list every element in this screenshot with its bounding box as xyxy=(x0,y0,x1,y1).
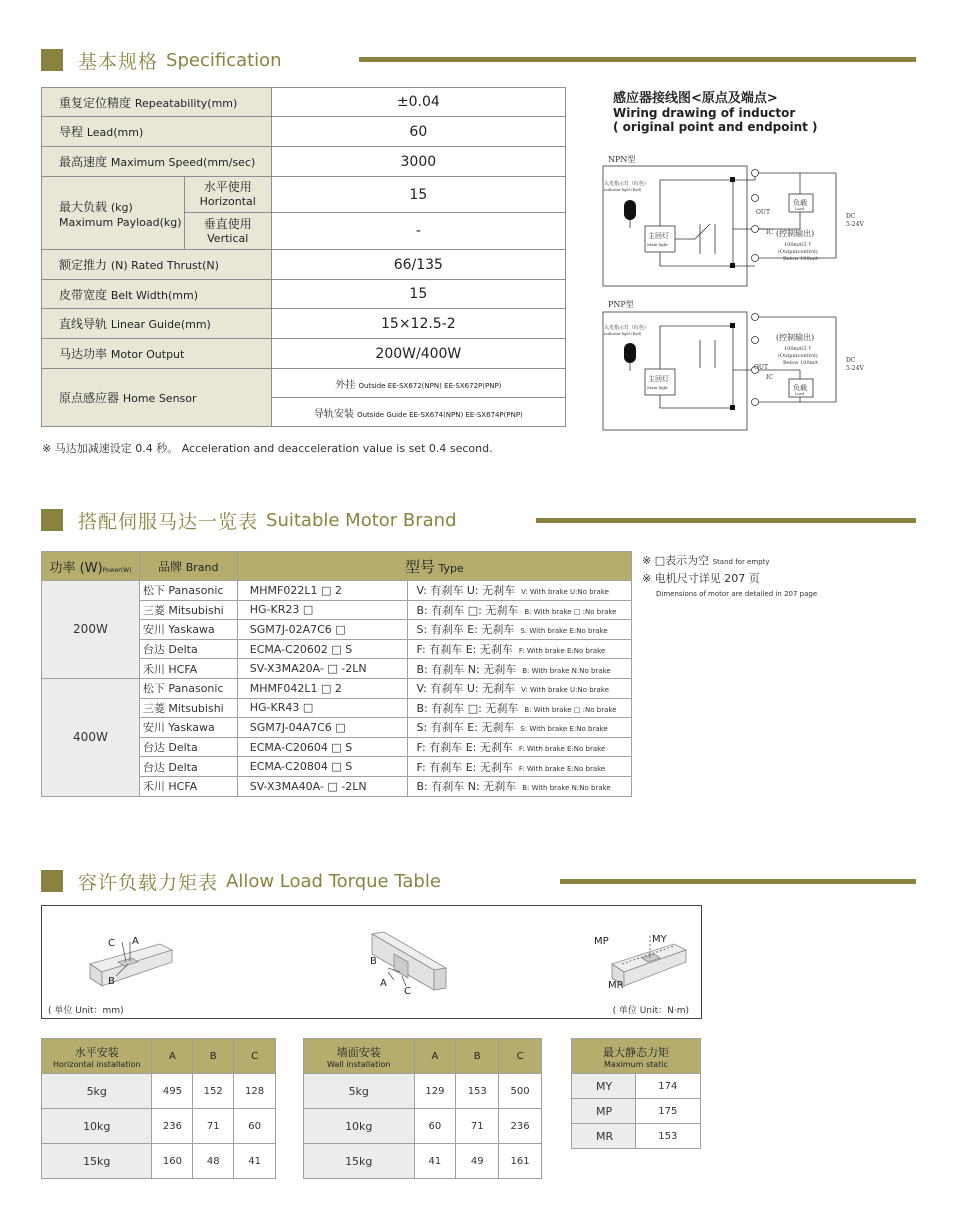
spec-value: ±0.04 xyxy=(271,88,565,117)
spec-label-zh: 最高速度 xyxy=(59,155,108,169)
home-outside-en: Outside EE-SX672(NPN) EE-SX672P(PNP) xyxy=(358,381,502,390)
spec-table xyxy=(41,87,566,427)
npn-main-zh: 主回灯 xyxy=(648,232,669,240)
table-row: 10kg 236 71 60 xyxy=(42,1109,276,1144)
table-row: 5kg 129 153 500 xyxy=(304,1074,542,1109)
pnp-main-en: Main light xyxy=(647,385,668,390)
static-head-en: Maximum static xyxy=(604,1059,668,1069)
type-zh: B: 有刹车 □: 无刹车 xyxy=(416,603,519,617)
type-cell xyxy=(407,659,631,679)
motor-table xyxy=(41,551,632,797)
pnp-1-terminal-icon xyxy=(752,337,759,344)
horizontal-head-en: Horizontal installation xyxy=(52,1059,141,1069)
npn-ic-label: IC xyxy=(766,229,773,236)
brand-header-zh: 品牌 xyxy=(158,559,183,574)
wall-torque-table xyxy=(303,1038,542,1179)
model-cell: SV-X3MA20A- □ -2LN xyxy=(237,659,407,679)
col-b: B xyxy=(456,1039,499,1074)
pnp-ctrl-zh: (控制输出) xyxy=(776,333,815,342)
brand-cell: 禾川 HCFA xyxy=(139,776,237,796)
motor-table-body xyxy=(42,581,632,797)
spec-row xyxy=(42,339,566,369)
npn-indicator-en: Indicator light (Red) xyxy=(604,188,642,192)
label-b: B xyxy=(108,976,115,987)
label-b-wall: B xyxy=(370,956,377,967)
spec-value: 200W/400W xyxy=(271,339,565,369)
pnp-ic-label: IC xyxy=(766,374,773,381)
torque-diagrams xyxy=(42,906,701,1018)
model-cell: ECMA-C20602 □ S xyxy=(237,639,407,659)
spec-row-payload xyxy=(42,177,566,213)
type-zh: F: 有刹车 E: 无刹车 xyxy=(416,643,513,657)
type-zh: V: 有刹车 U: 无刹车 xyxy=(416,682,516,696)
spec-label-en: Repeatability(mm) xyxy=(134,96,238,110)
type-cell xyxy=(407,698,631,718)
type-en: V: With brake U:No brake xyxy=(521,686,609,695)
npn-ctrl-1: 100mA以下 xyxy=(784,242,812,248)
npn-1-terminal-icon xyxy=(752,195,759,202)
brand-cell: 三菱 Mitsubishi xyxy=(139,698,237,718)
wiring-title-zh: 感应器接线图<原点及端点> xyxy=(613,91,778,106)
pnp-ctrl-1: 100mA以下 xyxy=(784,346,812,352)
spec-label-en: (N) Rated Thrust(N) xyxy=(110,259,219,272)
type-en: F: With brake E:No brake xyxy=(518,647,606,656)
torque-section-header xyxy=(41,868,441,894)
motor-row xyxy=(42,581,632,601)
type-cell xyxy=(407,581,631,601)
home-label-zh: 原点感应器 xyxy=(59,391,120,405)
npn-out-terminal-icon xyxy=(752,226,759,233)
pnp-indicator-zh: 入光指示灯（红色） xyxy=(604,325,650,331)
wiring-title xyxy=(613,87,818,134)
section-divider xyxy=(560,879,916,884)
col-a: A xyxy=(152,1039,193,1074)
npn-ctrl-2: (Outputcontrol) xyxy=(778,249,818,255)
wiring-diagram xyxy=(600,150,864,435)
pnp-indicator-led-icon xyxy=(624,343,636,363)
note-empty-en: Stand for empty xyxy=(712,558,770,566)
horizontal-head-zh: 水平安装 xyxy=(74,1045,119,1059)
note-dimension-zh: ※ 电机尺寸详见 207 页 xyxy=(642,572,760,585)
model-cell: HG-KR43 □ xyxy=(237,698,407,718)
type-header-en: Type xyxy=(438,561,464,575)
motor-notes xyxy=(642,552,817,598)
power-cell: 200W xyxy=(42,581,140,679)
pnp-main-zh: 主回灯 xyxy=(648,375,669,383)
spec-row xyxy=(42,280,566,309)
table-row: MY 174 xyxy=(572,1074,701,1099)
wall-header-row xyxy=(304,1039,542,1074)
type-cell xyxy=(407,678,631,698)
spec-label-zh: 直线导轨 xyxy=(59,317,108,331)
section-divider xyxy=(359,57,916,62)
model-cell: HG-KR23 □ xyxy=(237,600,407,620)
spec-row xyxy=(42,147,566,177)
section-title-en: Specification xyxy=(166,49,282,71)
type-cell xyxy=(407,600,631,620)
npn-out-label: OUT xyxy=(756,209,770,216)
type-en: F: With brake E:No brake xyxy=(518,764,606,773)
brand-cell: 禾川 HCFA xyxy=(139,659,237,679)
spec-row xyxy=(42,88,566,117)
pnp-dc-v: 5-24V xyxy=(846,365,864,372)
npn-indicator-zh: 入光指示灯（红色） xyxy=(604,181,650,187)
table-row: MP 175 xyxy=(572,1099,701,1124)
type-zh: B: 有刹车 N: 无刹车 xyxy=(416,780,517,794)
spec-value: 15×12.5-2 xyxy=(271,309,565,339)
model-cell: SV-X3MA40A- □ -2LN xyxy=(237,776,407,796)
static-moment-table xyxy=(571,1038,701,1149)
npn-main-en: Main light xyxy=(647,242,668,247)
type-en: B: With brake N:No brake xyxy=(522,666,611,675)
label-a: A xyxy=(132,936,139,947)
npn-plus-terminal-icon xyxy=(752,170,759,177)
label-c: C xyxy=(108,938,115,949)
spec-label-zh: 马达功率 xyxy=(59,347,108,361)
pnp-indicator-en: Indicator light (Red) xyxy=(604,332,642,336)
type-zh: S: 有刹车 E: 无刹车 xyxy=(416,721,515,735)
type-cell xyxy=(407,757,631,777)
model-cell: ECMA-C20604 □ S xyxy=(237,737,407,757)
acceleration-note: ※ 马达加减速设定 0.4 秒。 Acceleration and deacceleration value is set 0.4 second. xyxy=(42,442,493,455)
spec-label-zh: 重复定位精度 xyxy=(59,95,132,110)
npn-load-zh: 负载 xyxy=(793,199,807,207)
pnp-minus-terminal-icon xyxy=(752,399,759,406)
home-guide-zh: 导轨安装 xyxy=(313,408,354,420)
spec-row xyxy=(42,117,566,147)
unit-mm: ( 单位 Unit：mm) xyxy=(48,1006,124,1016)
type-cell xyxy=(407,737,631,757)
horizontal-value: 15 xyxy=(271,177,565,213)
model-cell: SGM7J-04A7C6 □ xyxy=(237,718,407,738)
type-en: B: With brake □ :No brake xyxy=(524,607,617,616)
type-en: B: With brake □ :No brake xyxy=(524,705,617,714)
power-header-en: Power(W) xyxy=(102,566,132,574)
npn-ctrl-3: Below 100mA xyxy=(783,256,819,262)
section-title-zh: 基本规格 xyxy=(78,50,159,73)
horizontal-zh: 水平使用 xyxy=(203,180,252,194)
label-c-wall: C xyxy=(404,986,411,997)
spec-label-en: Motor Output xyxy=(110,348,185,361)
npn-dc: DC xyxy=(846,213,856,220)
power-cell: 400W xyxy=(42,678,140,796)
brand-cell: 安川 Yaskawa xyxy=(139,620,237,640)
pnp-ctrl-3: Below 100mA xyxy=(783,360,819,366)
home-outside-zh: 外挂 xyxy=(335,379,356,391)
spec-row xyxy=(42,250,566,280)
section-square-icon xyxy=(41,509,63,531)
section-title-en: Suitable Motor Brand xyxy=(266,509,457,531)
table-row: MR 153 xyxy=(572,1124,701,1149)
pnp-load-zh: 负载 xyxy=(793,384,807,392)
brand-cell: 松下 Panasonic xyxy=(139,678,237,698)
section-square-icon xyxy=(41,49,63,71)
type-en: V: With brake U:No brake xyxy=(521,588,609,597)
vertical-en: Vertical xyxy=(207,231,249,245)
vertical-value: - xyxy=(271,213,565,250)
spec-value: 3000 xyxy=(271,147,565,177)
vertical-zh: 垂直使用 xyxy=(203,216,252,231)
type-header-zh: 型号 xyxy=(404,557,435,576)
type-cell xyxy=(407,639,631,659)
label-mp: MP xyxy=(594,936,609,947)
type-zh: V: 有刹车 U: 无刹车 xyxy=(416,584,516,598)
spec-label-zh: 皮带宽度 xyxy=(59,287,108,302)
col-c: C xyxy=(234,1039,276,1074)
col-c: C xyxy=(499,1039,542,1074)
spec-value: 60 xyxy=(271,117,565,147)
type-en: S: With brake E:No brake xyxy=(520,627,608,636)
spec-value: 66/135 xyxy=(271,250,565,280)
spec-row xyxy=(42,309,566,339)
type-cell xyxy=(407,718,631,738)
section-title-zh: 搭配伺服马达一览表 xyxy=(78,510,259,533)
table-row: 10kg 60 71 236 xyxy=(304,1109,542,1144)
wiring-title-en1: Wiring drawing of inductor xyxy=(613,106,796,120)
section-square-icon xyxy=(41,870,63,892)
horizontal-header-row xyxy=(42,1039,276,1074)
label-my: MY xyxy=(652,934,667,945)
wall-head-en: Wall installation xyxy=(327,1059,391,1069)
type-zh: F: 有刹车 E: 无刹车 xyxy=(416,741,513,755)
pnp-plus-terminal-icon xyxy=(752,314,759,321)
payload-unit: (kg) xyxy=(110,200,133,214)
table-row: 15kg 41 49 161 xyxy=(304,1144,542,1179)
type-zh: B: 有刹车 □: 无刹车 xyxy=(416,701,519,715)
col-b: B xyxy=(193,1039,234,1074)
moment-actuator-drawing xyxy=(612,936,686,986)
section-title-en: Allow Load Torque Table xyxy=(226,870,441,892)
type-cell xyxy=(407,776,631,796)
pnp-label: PNP型 xyxy=(608,300,634,309)
pnp-load-en: Load xyxy=(795,392,804,396)
npn-indicator-led-icon xyxy=(624,200,636,220)
model-cell: MHMF022L1 □ 2 xyxy=(237,581,407,601)
type-zh: S: 有刹车 E: 无刹车 xyxy=(416,623,515,637)
label-mr: MR xyxy=(608,980,624,991)
pnp-out-label: OUT xyxy=(754,364,768,371)
motor-header-row xyxy=(42,552,632,581)
npn-load-en: Load xyxy=(795,207,804,211)
brand-cell: 台达 Delta xyxy=(139,639,237,659)
spec-label-en: Belt Width(mm) xyxy=(110,288,198,302)
brand-cell: 安川 Yaskawa xyxy=(139,718,237,738)
type-en: B: With brake N:No brake xyxy=(522,784,611,793)
static-head-zh: 最大静态力矩 xyxy=(603,1045,669,1059)
brand-cell: 台达 Delta xyxy=(139,737,237,757)
horizontal-actuator-drawing xyxy=(90,942,172,986)
spec-label-en: Lead(mm) xyxy=(86,126,144,139)
type-en: S: With brake E:No brake xyxy=(520,725,608,734)
wall-head-zh: 墙面安装 xyxy=(336,1045,381,1059)
horizontal-en: Horizontal xyxy=(199,195,256,208)
npn-label: NPN型 xyxy=(608,155,636,164)
npn-ctrl-zh: (控制输出) xyxy=(776,229,815,238)
power-header-zh: 功率 (W) xyxy=(49,560,103,576)
note-empty-zh: ※ □表示为空 xyxy=(642,554,710,567)
col-a: A xyxy=(414,1039,456,1074)
home-guide-en: Outside Guide EE-SX674(NPN) EE-SX674P(PNP) xyxy=(357,410,523,419)
spec-value: 15 xyxy=(271,280,565,309)
horizontal-torque-table xyxy=(41,1038,276,1179)
spec-label-en: Linear Guide(mm) xyxy=(110,318,211,331)
spec-label-en: Maximum Speed(mm/sec) xyxy=(110,156,256,169)
unit-nm: ( 单位 Unit：N·m) xyxy=(612,1006,689,1016)
home-label-en: Home Sensor xyxy=(122,392,197,405)
torque-diagram-frame xyxy=(41,905,702,1019)
motor-section-header xyxy=(41,507,457,533)
spec-row-home xyxy=(42,369,566,398)
section-title-zh: 容许负载力矩表 xyxy=(78,871,219,894)
section-divider xyxy=(536,518,916,523)
table-row: 5kg 495 152 128 xyxy=(42,1074,276,1109)
payload-label-zh: 最大负载 xyxy=(59,199,108,214)
npn-dc-v: 5-24V xyxy=(846,221,864,228)
model-cell: MHMF042L1 □ 2 xyxy=(237,678,407,698)
type-zh: B: 有刹车 N: 无刹车 xyxy=(416,662,517,676)
payload-label-en: Maximum Payload(kg) xyxy=(59,215,182,229)
model-cell: SGM7J-02A7C6 □ xyxy=(237,620,407,640)
table-row: 15kg 160 48 41 xyxy=(42,1144,276,1179)
npn-minus-terminal-icon xyxy=(752,255,759,262)
motor-row xyxy=(42,678,632,698)
spec-label-zh: 额定推力 xyxy=(59,258,108,272)
label-a-wall: A xyxy=(380,978,387,989)
type-en: F: With brake E:No brake xyxy=(518,745,606,754)
brand-cell: 三菱 Mitsubishi xyxy=(139,600,237,620)
spec-label-zh: 导程 xyxy=(59,125,84,139)
model-cell: ECMA-C20804 □ S xyxy=(237,757,407,777)
brand-cell: 松下 Panasonic xyxy=(139,581,237,601)
pnp-ctrl-2: (Outputcontrol) xyxy=(778,353,818,359)
spec-section-header xyxy=(41,47,282,73)
wiring-title-en2: ( original point and endpoint ) xyxy=(613,120,818,134)
type-cell xyxy=(407,620,631,640)
note-dimension-en: Dimensions of motor are detailed in 207 page xyxy=(656,590,818,598)
pnp-dc: DC xyxy=(846,357,856,364)
static-header-row xyxy=(572,1039,701,1074)
brand-header-en: Brand xyxy=(185,560,219,574)
type-zh: F: 有刹车 E: 无刹车 xyxy=(416,760,513,774)
brand-cell: 台达 Delta xyxy=(139,757,237,777)
